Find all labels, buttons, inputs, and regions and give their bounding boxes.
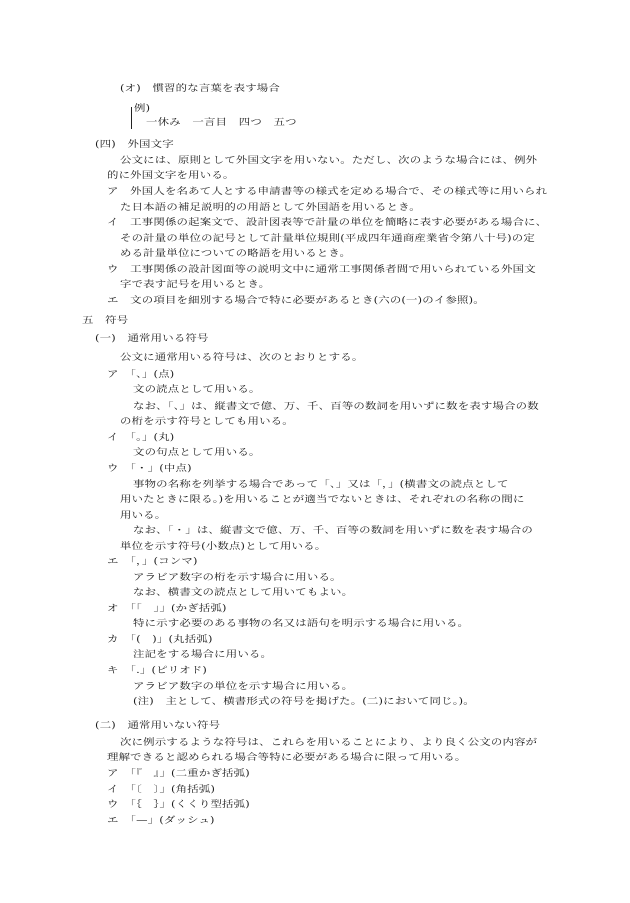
section-heading: 五 符号 [82,314,129,326]
example-bracket-line [131,107,132,129]
text-line: 用いる。 [120,509,167,521]
text-line: 注記をする場合に用いる。 [133,648,273,660]
text-line: (四) 外国文字 [95,138,174,150]
text-line: アラビア数字の桁を示す場合に用いる。 [133,571,342,583]
text-line: イ 「。」(丸) [107,431,175,443]
text-line: める計量単位についての略語を用いるとき。 [120,247,352,259]
text-line: ウ 「・」(中点) [107,462,192,474]
text-line: オ 「「 」」(かぎ括弧) [107,602,227,614]
text-line: なお、「、」は、縦書文で億、万、千、百等の数詞を用いずに数を表す場合の数 [133,400,539,412]
text-line: エ 文の項目を細別する場合で特に必要があるとき(六の(一)のイ参照)。 [107,294,485,306]
text-line: アラビア数字の単位を示す場合に用いる。 [133,680,354,692]
text-line: エ 「，」(コンマ) [107,555,198,567]
text-line: (二) 通常用いない符号 [95,719,221,731]
text-line: 字で表す記号を用いるとき。 [120,278,271,290]
text-line: 公文には、原則として外国文字を用いない。ただし、次のような場合には、例外 [120,154,538,166]
text-line: 文の読点として用いる。 [133,383,261,395]
text-line: の桁を示す符号としても用いる。 [120,415,294,427]
text-line: ウ 工事関係の設計図面等の説明文中に通常工事関係者間で用いられている外国文 [107,263,536,275]
text-line: エ 「—」(ダッシュ) [107,814,215,826]
text-line: 文の句点として用いる。 [133,446,261,458]
text-line: た日本語の補足説明的の用語として外国語を用いるとき。 [120,201,421,213]
text-line: 的に外国文字を用いる。 [107,169,235,181]
text-line: ア 「、」(点) [107,368,175,380]
text-line: 用いたときに限る。)を用いることが適当でないときは、それぞれの名称の間に [120,493,525,505]
text-line: (一) 通常用いる符号 [95,332,209,344]
text-line: 事物の名称を列挙する場合であって「、」又は「，」(横書文の読点として [133,478,509,490]
text-line: 一休み 一言目 四つ 五つ [146,116,297,128]
text-line: 理解できると認められる場合等特に必要がある場合に限って用いる。 [107,751,467,763]
text-line: なお、「・」は、縦書文で億、万、千、百等の数詞を用いずに数を表す場合の [133,524,533,536]
text-line: なお、横書文の読点として用いてもよい。 [133,586,354,598]
text-line: その計量の単位の記号として計量単位規則(平成四年通商産業省令第八十号)の定 [120,232,535,244]
text-line: 次に例示するような符号は、これらを用いることにより、より良く公文の内容が [120,736,538,748]
text-line: カ 「( )」(丸括弧) [107,633,213,645]
text-line: 例) [134,102,151,114]
text-line: イ 工事関係の起案文で、設計図表等で計量の単位を簡略に表す必要がある場合に、 [107,216,548,228]
text-line: 公文に通常用いる符号は、次のとおりとする。 [120,351,364,363]
text-line: (オ) 慣習的な言葉を表す場合 [120,82,280,94]
text-line: キ 「.」(ピリオド) [107,664,208,676]
text-line: イ 「〔 〕」(角括弧) [107,783,216,795]
text-line: ウ 「｛ ｝」(くくり型括弧) [107,798,250,810]
text-line: ア 「『 』」(二重かぎ括弧) [107,767,250,779]
text-line: (注) 主として、横書形式の符号を掲げた。(二)において同じ。)。 [133,695,475,707]
text-line: 単位を示す符号(小数点)として用いる。 [120,540,327,552]
text-line: ア 外国人を名あて人とする申請書等の様式を定める場合で、その様式等に用いられ [107,185,548,197]
text-line: 特に示す必要のある事物の名又は語句を明示する場合に用いる。 [133,617,470,629]
